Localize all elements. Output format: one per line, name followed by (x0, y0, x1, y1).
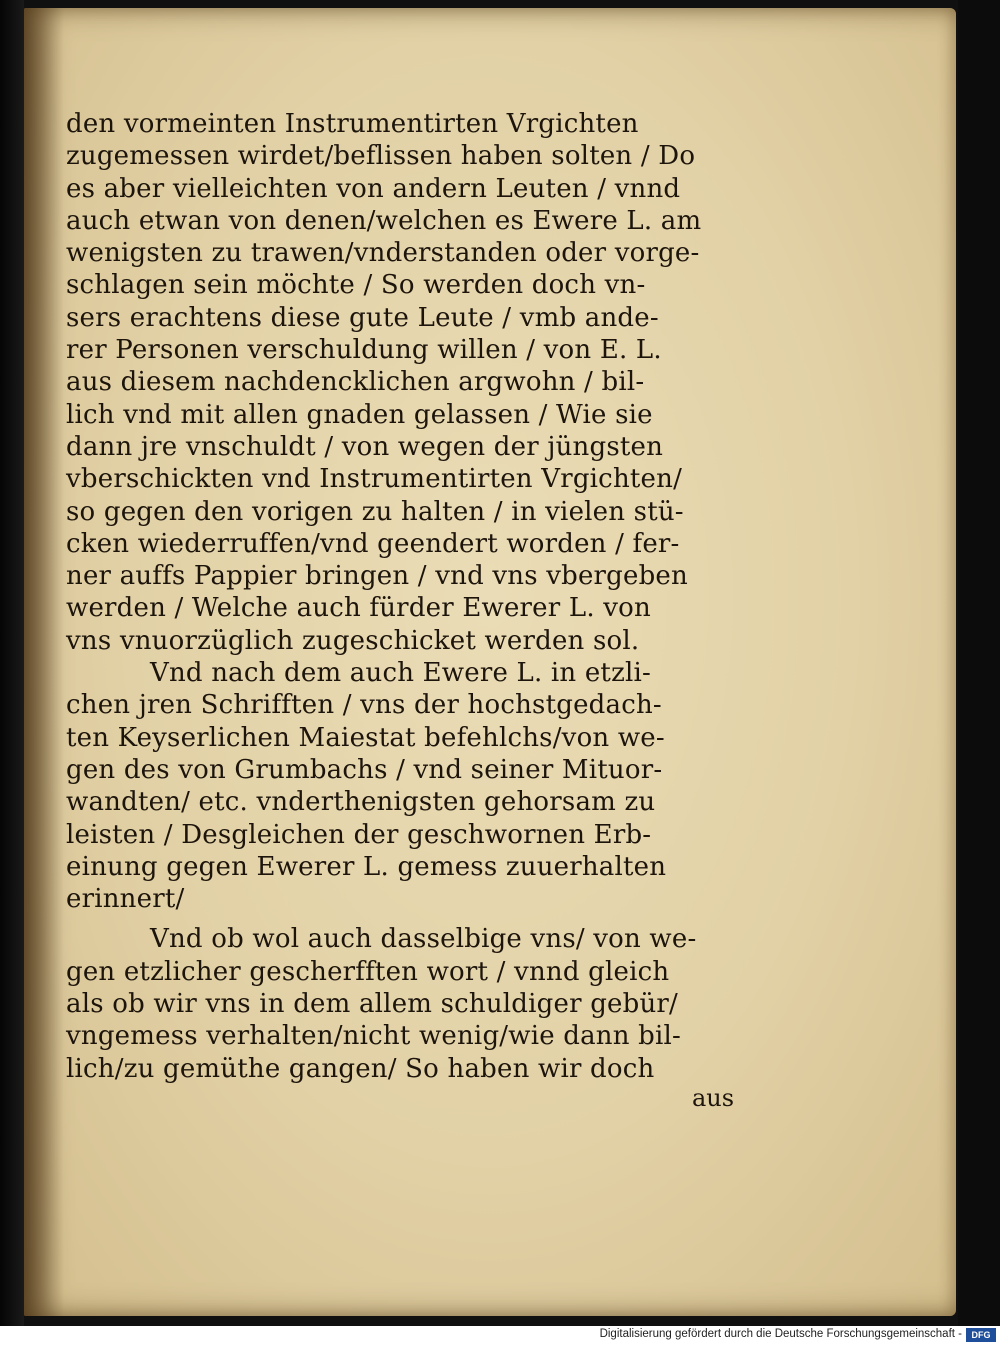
paragraph-start: Vnd nach dem auch Ewere L. in etzli- (150, 658, 651, 689)
text-line: erinnert/ (66, 884, 185, 915)
text-line: cken wiederruffen/vnd geendert worden / fer- (66, 528, 680, 559)
footer-bar (0, 1326, 1000, 1345)
text-line: den vormeinten Instrumentirten Vrgichten (66, 109, 639, 139)
text-line: aus diesem nachdencklichen argwohn / bil- (66, 367, 645, 398)
text-line: werden / Welche auch fürder Ewerer L. von (66, 593, 651, 624)
book-page (24, 8, 956, 1316)
left-shadow (0, 0, 24, 1326)
text-line: vberschickten vnd Instrumentirten Vrgichten/ (66, 464, 683, 495)
text-line: auch etwan von denen/welchen es Ewere L. am (66, 205, 702, 236)
right-shadow (958, 0, 1000, 1326)
body-text (66, 108, 786, 1085)
text-line: zugemessen wirdet/beflissen haben solten / Do (66, 141, 696, 172)
text-line: einung gegen Ewerer L. gemess zuuerhalten (66, 851, 667, 882)
text-line: gen des von Grumbachs / vnd seiner Mituor- (66, 754, 663, 785)
text-line: so gegen den vorigen zu halten / in vielen stü- (66, 496, 684, 527)
text-line: wandten/ etc. vnderthenigsten gehorsam zu (66, 787, 656, 818)
text-line: chen jren Schrifften / vns der hochstgedach- (66, 690, 662, 721)
text-line: ner auffs Pappier bringen / vnd vns vbergeben (66, 561, 688, 592)
paragraph-start: Vnd ob wol auch dasselbige vns/ von we- (150, 924, 697, 955)
text-line: wenigsten zu trawen/vnderstanden oder vorge- (66, 238, 700, 269)
funding-credit: Digitalisierung gefördert durch die Deutsche Forschungsgemeinschaft - (599, 1328, 962, 1340)
text-line: ten Keyserlichen Maiestat befehlchs/von we- (66, 722, 665, 753)
catchword: aus (692, 1084, 735, 1112)
text-line: dann jre vnschuldt / von wegen der jüngsten (66, 431, 664, 462)
text-line: leisten / Desgleichen der geschwornen Erb- (66, 819, 652, 850)
text-line: lich/zu gemüthe gangen/ So haben wir doch (66, 1053, 655, 1084)
text-line: lich vnd mit allen gnaden gelassen / Wie sie (66, 399, 653, 430)
text-line: schlagen sein möchte / So werden doch vn- (66, 270, 646, 301)
gutter-stain (24, 8, 64, 1316)
text-line: rer Personen verschuldung willen / von E. L. (66, 335, 662, 366)
text-line: gen etzlicher gescherfften wort / vnnd gleich (66, 956, 670, 987)
text-line: vngemess verhalten/nicht wenig/wie dann bil- (66, 1021, 682, 1052)
text-line: vns vnuorzüglich zugeschicket werden sol. (66, 625, 640, 656)
text-line: es aber vielleichten von andern Leuten / vnnd (66, 173, 681, 204)
text-line: sers erachtens diese gute Leute / vmb ande- (66, 302, 659, 333)
text-line: als ob wir vns in dem allem schuldiger gebür/ (66, 989, 679, 1020)
dfg-logo: DFG (966, 1328, 996, 1342)
